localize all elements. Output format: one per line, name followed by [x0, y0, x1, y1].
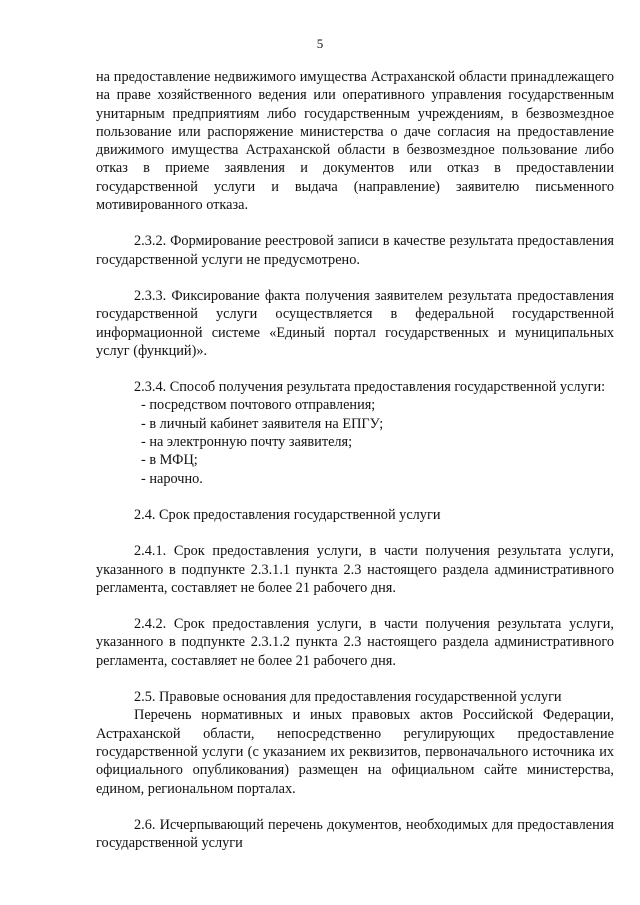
heading-2-5: 2.5. Правовые основания для предоставления государственной услуги	[134, 689, 562, 706]
heading-2-6: 2.6. Исчерпывающий перечень документов, необходимых для предоставления государственной услуги	[96, 816, 614, 852]
paragraph-2-4-1: 2.4.1. Срок предоставления услуги, в части получения результата услуги, указанного в подпункте 2.3.1.1 пункта 2.3 настоящего раздела административного регламента, составляет не более 21 рабочего дня.	[96, 543, 614, 596]
document-body	[96, 68, 614, 852]
list-item-method: - на электронную почту заявителя;	[141, 434, 353, 451]
paragraph-2-3-2: 2.3.2. Формирование реестровой записи в качестве результата предоставления государственной услуги не предусмотрено.	[96, 233, 614, 268]
paragraph-2-4-2: 2.4.2. Срок предоставления услуги, в части получения результата услуги, указанного в подпункте 2.3.1.2 пункта 2.3 настоящего раздела административного регламента, составляет не более 21 рабочего дня.	[96, 616, 614, 669]
paragraph-2-3-4: 2.3.4. Способ получения результата предоставления государственной услуги:	[134, 379, 606, 396]
list-item-method: - в МФЦ;	[141, 452, 198, 469]
list-item-method: - в личный кабинет заявителя на ЕПГУ;	[141, 415, 384, 432]
list-item-method: - нарочно.	[141, 470, 203, 487]
list-item-method: - посредством почтового отправления;	[141, 397, 376, 414]
paragraph-intro: на предоставление недвижимого имущества Астраханской области принадлежащего на праве хозяйственного ведения или оперативного управления государственным унитарным предприятиям либо государственным учреждениям, в безвозмездное пользование или распоряжение министерства о даче согласия на предоставление движимого имущества Астраханской области в безвозмездное пользование либо отказ в приеме заявления и документов или отказ в предоставлении государственной услуги и выдача (направление) заявителю письменного мотивированного отказа.	[96, 69, 614, 214]
paragraph-2-3-3: 2.3.3. Фиксирование факта получения заявителем результата предоставления государственной услуги осуществляется в федеральной государственной информационной системе «Единый портал государственных и муниципальных услуг (функций)».	[96, 287, 614, 359]
heading-2-4: 2.4. Срок предоставления государственной услуги	[134, 506, 441, 523]
page-number: 5	[316, 36, 324, 51]
paragraph-2-5-text: Перечень нормативных и иных правовых актов Российской Федерации, Астраханской области, непосредственно регулирующих предоставление государственной услуги (с указанием их реквизитов, первоначального источника их официального опубликования) размещен на официальном сайте министерства, едином, региональном порталах.	[96, 707, 614, 797]
